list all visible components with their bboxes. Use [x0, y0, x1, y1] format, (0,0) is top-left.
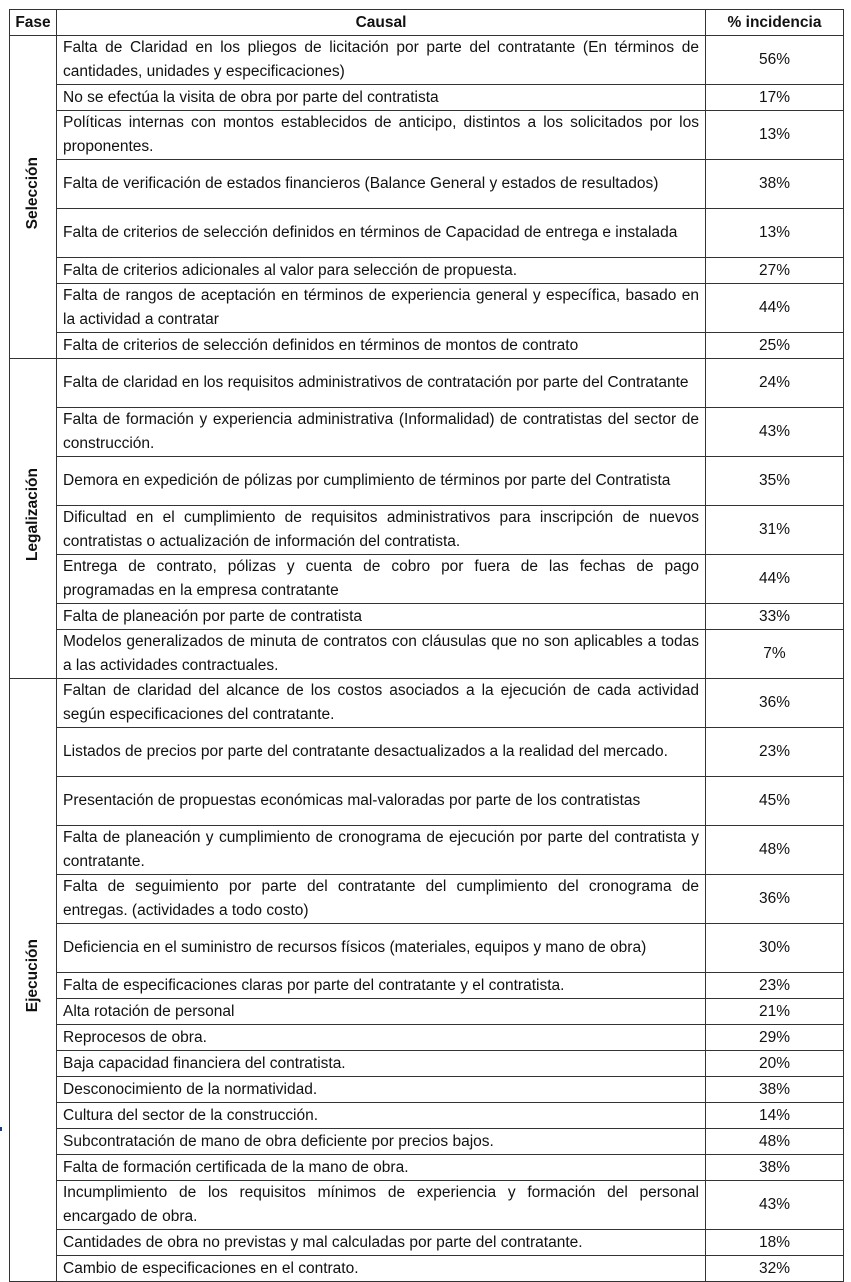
causal-cell: Falta de seguimiento por parte del contratante del cumplimiento del cronograma de entregas. (actividades a todo costo) [57, 875, 706, 924]
table-row [10, 826, 844, 875]
incidence-cell: 21% [706, 999, 844, 1025]
table-row [10, 258, 844, 284]
table-row [10, 209, 844, 258]
phase-cell [10, 36, 57, 359]
causal-cell: Faltan de claridad del alcance de los costos asociados a la ejecución de cada actividad según especificaciones del contratante. [57, 679, 706, 728]
incidence-cell: 17% [706, 85, 844, 111]
causal-cell: Falta de formación y experiencia administrativa (Informalidad) de contratistas del sector de construcción. [57, 408, 706, 457]
causal-cell: Falta de claridad en los requisitos administrativos de contratación por parte del Contratante [57, 359, 706, 408]
table-row [10, 333, 844, 359]
causal-cell: Presentación de propuestas económicas mal-valoradas por parte de los contratistas [57, 777, 706, 826]
incidence-cell: 20% [706, 1051, 844, 1077]
phase-cell [10, 679, 57, 1282]
causal-cell: Subcontratación de mano de obra deficiente por precios bajos. [57, 1129, 706, 1155]
table-row [10, 359, 844, 408]
incidence-cell: 38% [706, 160, 844, 209]
table-row [10, 85, 844, 111]
incidence-cell: 56% [706, 36, 844, 85]
table-row [10, 160, 844, 209]
incidence-cell: 43% [706, 1181, 844, 1230]
causal-cell: Cambio de especificaciones en el contrato. [57, 1256, 706, 1282]
causal-cell: Listados de precios por parte del contratante desactualizados a la realidad del mercado. [57, 728, 706, 777]
table-row [10, 284, 844, 333]
causal-cell: Falta de criterios adicionales al valor para selección de propuesta. [57, 258, 706, 284]
table-row [10, 973, 844, 999]
incidence-cell: 32% [706, 1256, 844, 1282]
causal-cell: Falta de criterios de selección definidos en términos de montos de contrato [57, 333, 706, 359]
table-row [10, 408, 844, 457]
incidence-cell: 7% [706, 630, 844, 679]
causal-cell: Cantidades de obra no previstas y mal calculadas por parte del contratante. [57, 1230, 706, 1256]
incidence-cell: 24% [706, 359, 844, 408]
incidence-cell: 44% [706, 284, 844, 333]
table-row [10, 999, 844, 1025]
table-row [10, 1181, 844, 1230]
incidence-cell: 38% [706, 1077, 844, 1103]
phase-cell [10, 359, 57, 679]
incidence-cell: 13% [706, 209, 844, 258]
table-row [10, 111, 844, 160]
causal-cell: Falta de verificación de estados financieros (Balance General y estados de resultados) [57, 160, 706, 209]
table-row [10, 1129, 844, 1155]
causal-cell: Falta de Claridad en los pliegos de licitación por parte del contratante (En términos de cantidades, unidades y especificaciones) [57, 36, 706, 85]
causal-cell: Falta de rangos de aceptación en términos de experiencia general y específica, basado en la actividad a contratar [57, 284, 706, 333]
incidence-cell: 13% [706, 111, 844, 160]
causal-cell: Incumplimiento de los requisitos mínimos de experiencia y formación del personal encargado de obra. [57, 1181, 706, 1230]
page-edge-mark [0, 1127, 2, 1131]
incidence-cell: 23% [706, 728, 844, 777]
table-row [10, 36, 844, 85]
incidence-cell: 18% [706, 1230, 844, 1256]
causal-cell: Demora en expedición de pólizas por cumplimiento de términos por parte del Contratista [57, 457, 706, 506]
table-row [10, 1051, 844, 1077]
table-row [10, 604, 844, 630]
table-row [10, 1256, 844, 1282]
incidence-cell: 23% [706, 973, 844, 999]
causal-cell: Políticas internas con montos establecidos de anticipo, distintos a los solicitados por los proponentes. [57, 111, 706, 160]
causal-cell: Falta de especificaciones claras por parte del contratante y el contratista. [57, 973, 706, 999]
causal-cell: Alta rotación de personal [57, 999, 706, 1025]
table-row [10, 777, 844, 826]
table-row [10, 630, 844, 679]
causal-cell: Entrega de contrato, pólizas y cuenta de cobro por fuera de las fechas de pago programadas en la empresa contratante [57, 555, 706, 604]
causal-cell: Baja capacidad financiera del contratista. [57, 1051, 706, 1077]
incidence-cell: 48% [706, 826, 844, 875]
table-row [10, 555, 844, 604]
causal-cell: Deficiencia en el suministro de recursos físicos (materiales, equipos y mano de obra) [57, 924, 706, 973]
table-row [10, 1025, 844, 1051]
incidence-cell: 31% [706, 506, 844, 555]
incidence-cell: 36% [706, 875, 844, 924]
incidence-cell: 35% [706, 457, 844, 506]
causal-cell: Dificultad en el cumplimiento de requisitos administrativos para inscripción de nuevos contratistas o actualización de información del contratista. [57, 506, 706, 555]
causal-cell: Desconocimiento de la normatividad. [57, 1077, 706, 1103]
causal-cell: No se efectúa la visita de obra por parte del contratista [57, 85, 706, 111]
phase-label: Legalización [24, 467, 41, 562]
table-row [10, 1230, 844, 1256]
incidence-cell: 38% [706, 1155, 844, 1181]
table-row [10, 728, 844, 777]
phase-label: Selección [24, 156, 41, 230]
table-row [10, 1103, 844, 1129]
causal-cell: Falta de formación certificada de la mano de obra. [57, 1155, 706, 1181]
incidence-cell: 25% [706, 333, 844, 359]
header-fase: Fase [10, 10, 57, 36]
header-causal: Causal [57, 10, 706, 36]
table-row [10, 457, 844, 506]
table-row [10, 506, 844, 555]
causal-cell: Reprocesos de obra. [57, 1025, 706, 1051]
incidence-cell: 48% [706, 1129, 844, 1155]
table-row [10, 924, 844, 973]
table-row [10, 1077, 844, 1103]
header-incidencia: % incidencia [706, 10, 844, 36]
table-row [10, 679, 844, 728]
causal-cell: Falta de planeación por parte de contratista [57, 604, 706, 630]
table-row [10, 1155, 844, 1181]
incidence-cell: 27% [706, 258, 844, 284]
incidence-cell: 29% [706, 1025, 844, 1051]
table-header-row [10, 10, 844, 36]
incidence-cell: 45% [706, 777, 844, 826]
causal-cell: Falta de criterios de selección definidos en términos de Capacidad de entrega e instalada [57, 209, 706, 258]
incidence-cell: 30% [706, 924, 844, 973]
incidence-cell: 43% [706, 408, 844, 457]
incidence-table [9, 9, 844, 1282]
incidence-cell: 44% [706, 555, 844, 604]
causal-cell: Falta de planeación y cumplimiento de cronograma de ejecución por parte del contratista y contratante. [57, 826, 706, 875]
phase-label: Ejecución [24, 939, 41, 1013]
incidence-cell: 14% [706, 1103, 844, 1129]
incidence-cell: 33% [706, 604, 844, 630]
causal-cell: Modelos generalizados de minuta de contratos con cláusulas que no son aplicables a todas a las actividades contractuales. [57, 630, 706, 679]
incidence-cell: 36% [706, 679, 844, 728]
causal-cell: Cultura del sector de la construcción. [57, 1103, 706, 1129]
table-row [10, 875, 844, 924]
